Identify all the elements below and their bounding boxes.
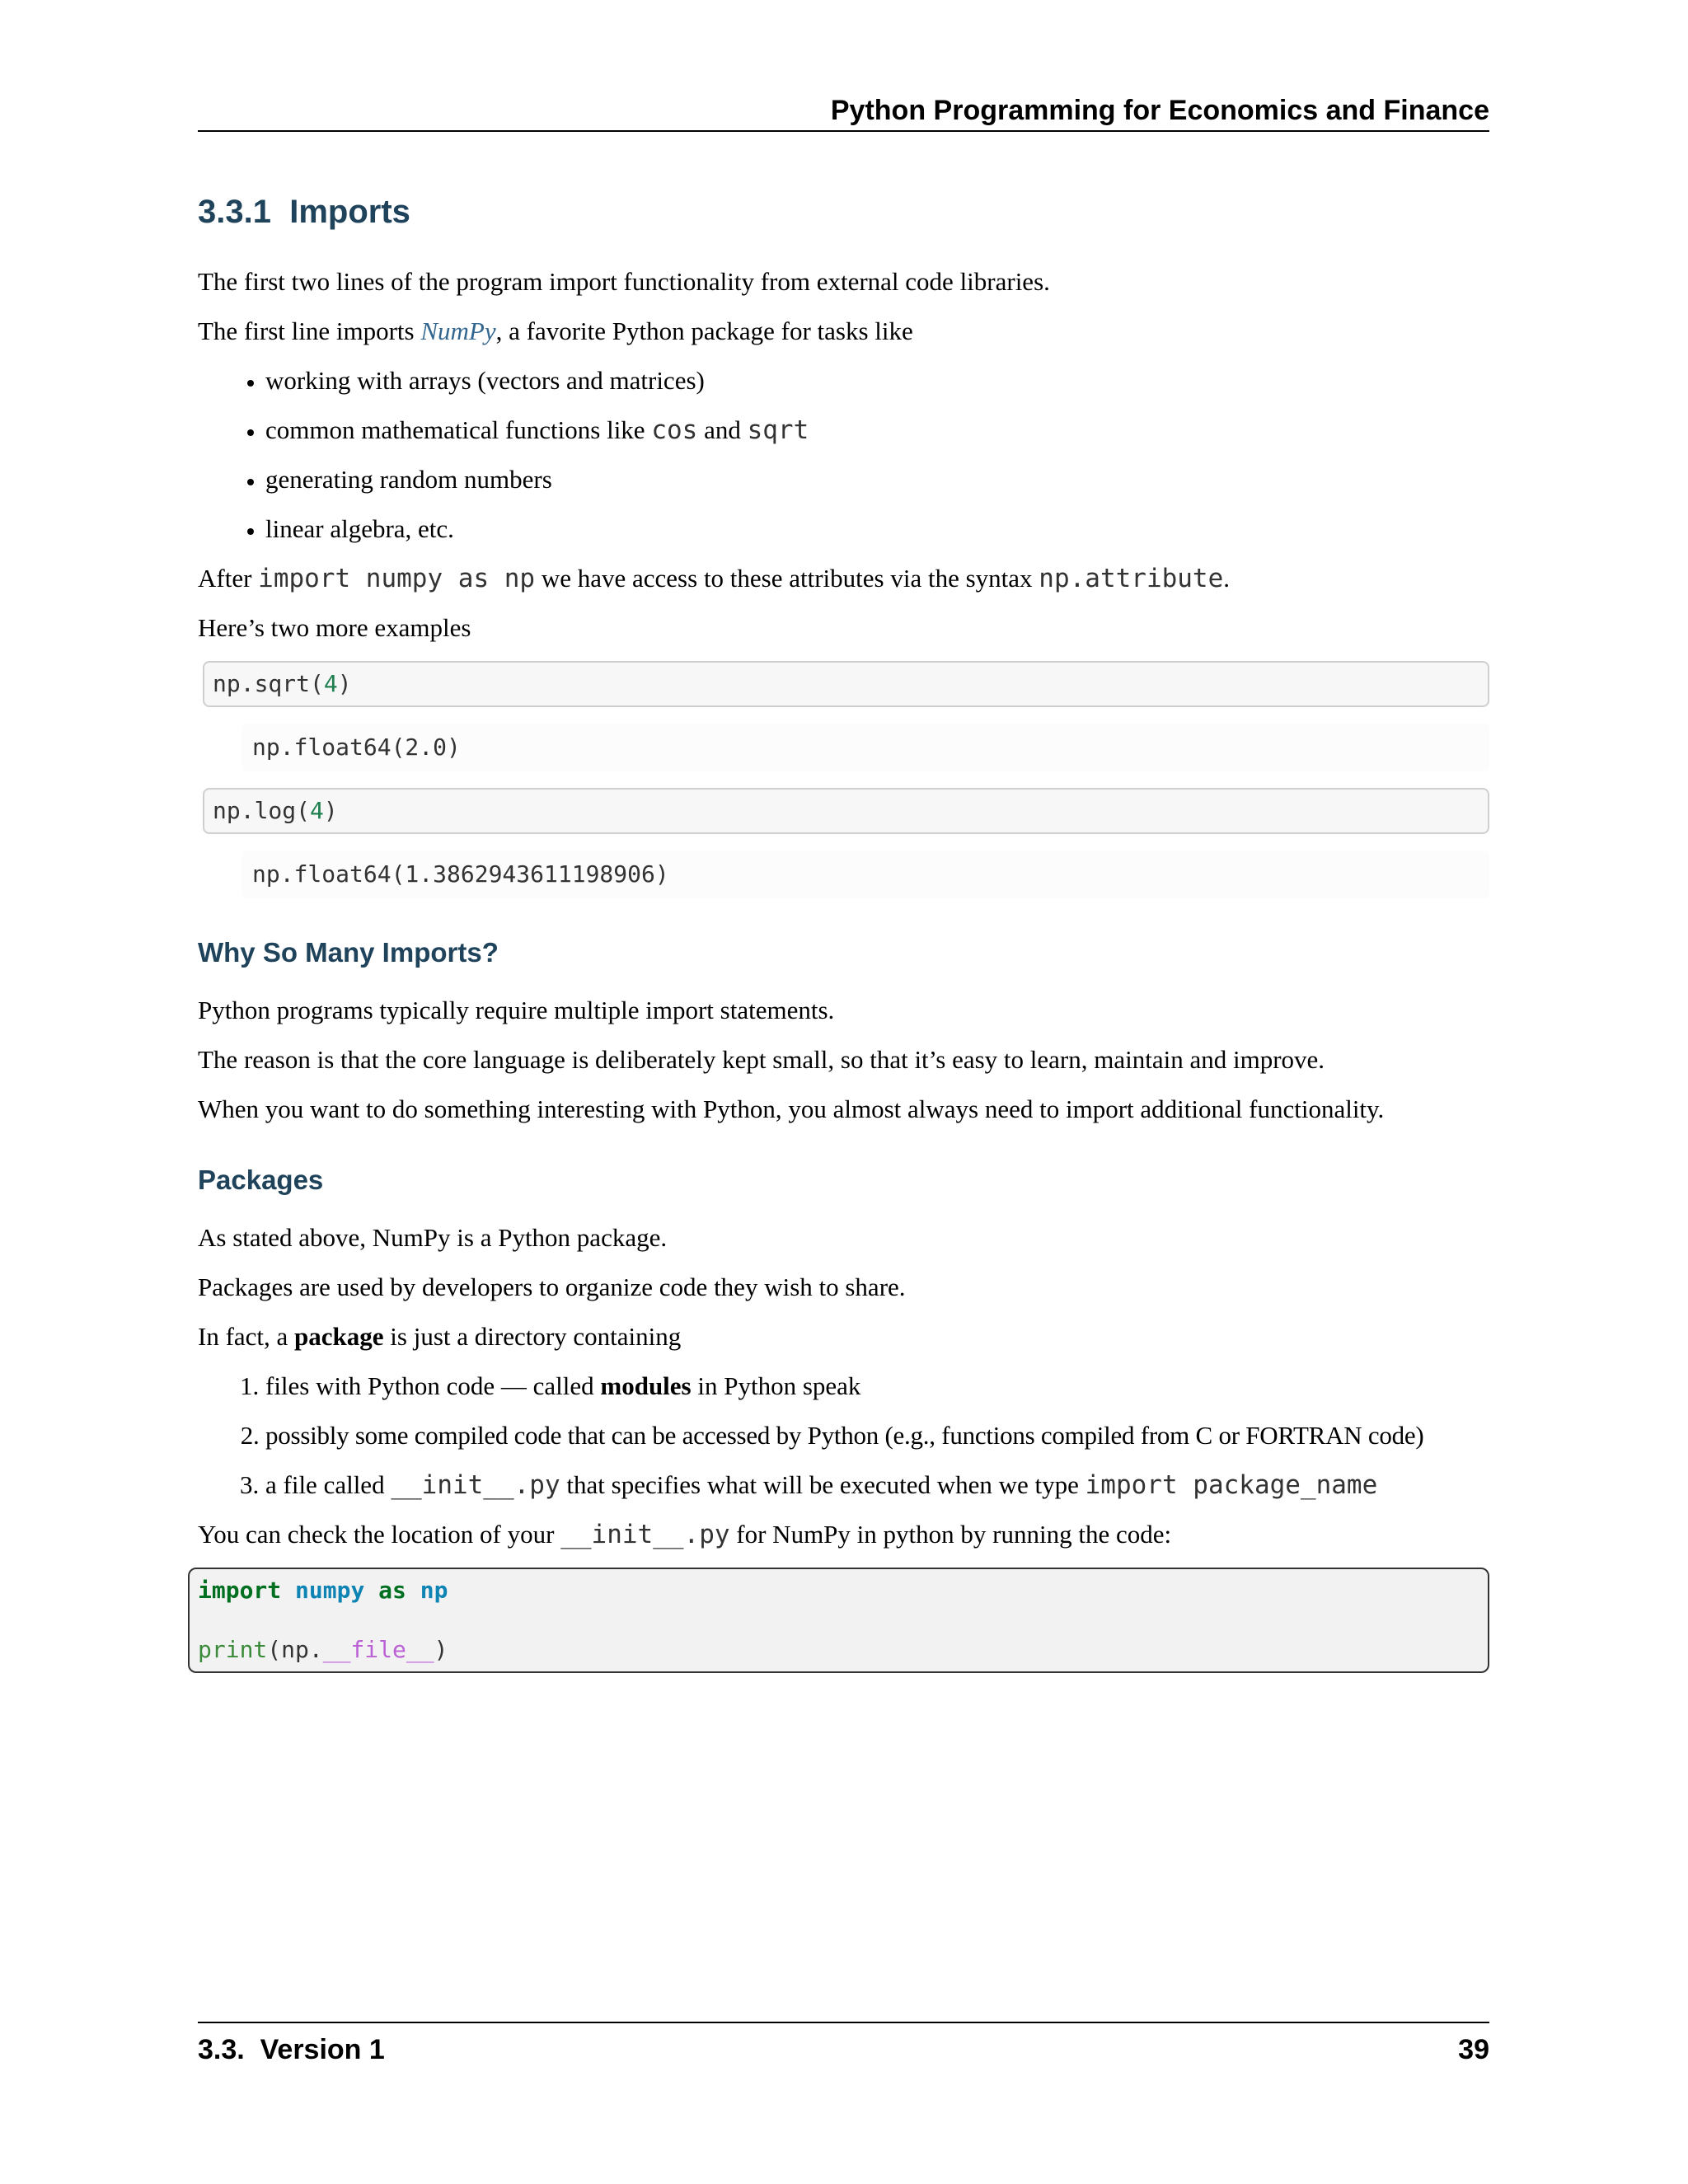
numbered-list (198, 1370, 1489, 1502)
list-item: • linear algebra, etc. (265, 513, 1489, 546)
subsection-heading-why: Why So Many Imports? (198, 937, 499, 968)
paragraph: Python programs typically require multiple import statements. (198, 996, 835, 1024)
code-block (188, 1568, 1489, 1673)
section-title: Imports (289, 194, 410, 230)
list-item: • common mathematical functions like cos and sqrt (265, 414, 1489, 447)
main-content (198, 188, 1489, 1673)
code-input-cell: np.sqrt(4) (203, 661, 1489, 707)
code-line: print(np.__file__) (198, 1636, 448, 1663)
paragraph: After import numpy as np we have access to these attributes via the syntax np.attribute. (198, 564, 1231, 593)
paragraph: Packages are used by developers to organize code they wish to share. (198, 1272, 906, 1301)
paragraph: As stated above, NumPy is a Python package. (198, 1223, 668, 1252)
paragraph: The first line imports NumPy, a favorite Python package for tasks like (198, 316, 913, 345)
code-output-cell: np.float64(1.3862943611198906) (242, 851, 1489, 898)
list-item: 2. possibly some compiled code that can be accessed by Python (e.g., functions compiled from C or FORTRAN code) (265, 1419, 1489, 1452)
section-heading (198, 188, 1489, 236)
inline-code: __init__.py (391, 1470, 560, 1500)
paragraph: You can check the location of your __init__.py for NumPy in python by running the code: (198, 1520, 1172, 1549)
list-item: 1. files with Python code — called modules in Python speak (265, 1370, 1489, 1403)
inline-code: np.attribute (1039, 564, 1224, 593)
inline-code: import numpy as np (258, 564, 536, 593)
code-blank-line (198, 1605, 1479, 1635)
paragraph: The first two lines of the program import functionality from external code libraries. (198, 267, 1050, 296)
section-number: 3.3.1 (198, 194, 271, 230)
list-item: • working with arrays (vectors and matrices) (265, 364, 1489, 397)
paragraph: Here’s two more examples (198, 613, 471, 642)
book-title: Python Programming for Economics and Finance (830, 95, 1489, 126)
running-header (198, 91, 1489, 132)
paragraph: When you want to do something interesting with Python, you almost always need to import additional functionality. (198, 1094, 1385, 1123)
code-output-cell: np.float64(2.0) (242, 724, 1489, 771)
paragraph: The reason is that the core language is deliberately kept small, so that it’s easy to learn, maintain and improve. (198, 1045, 1325, 1074)
list-item: 3. a file called __init__.py that specifies what will be executed when we type import package_name (265, 1469, 1489, 1502)
inline-code: import package_name (1085, 1470, 1378, 1500)
code-input-cell: np.log(4) (203, 788, 1489, 834)
running-footer (198, 2022, 1489, 2069)
numpy-link[interactable]: NumPy (420, 316, 496, 345)
code-line: import numpy as np (198, 1577, 448, 1604)
inline-code: sqrt (747, 415, 809, 445)
inline-code: cos (651, 415, 698, 445)
bullet-list (198, 364, 1489, 546)
list-item: • generating random numbers (265, 463, 1489, 496)
paragraph: In fact, a package is just a directory containing (198, 1322, 682, 1351)
page (198, 0, 1489, 2184)
subsection-heading-packages: Packages (198, 1165, 324, 1195)
footer-section-label: 3.3. Version 1 (198, 2034, 385, 2065)
inline-code: __init__.py (560, 1520, 730, 1549)
page-number: 39 (1458, 2034, 1489, 2065)
